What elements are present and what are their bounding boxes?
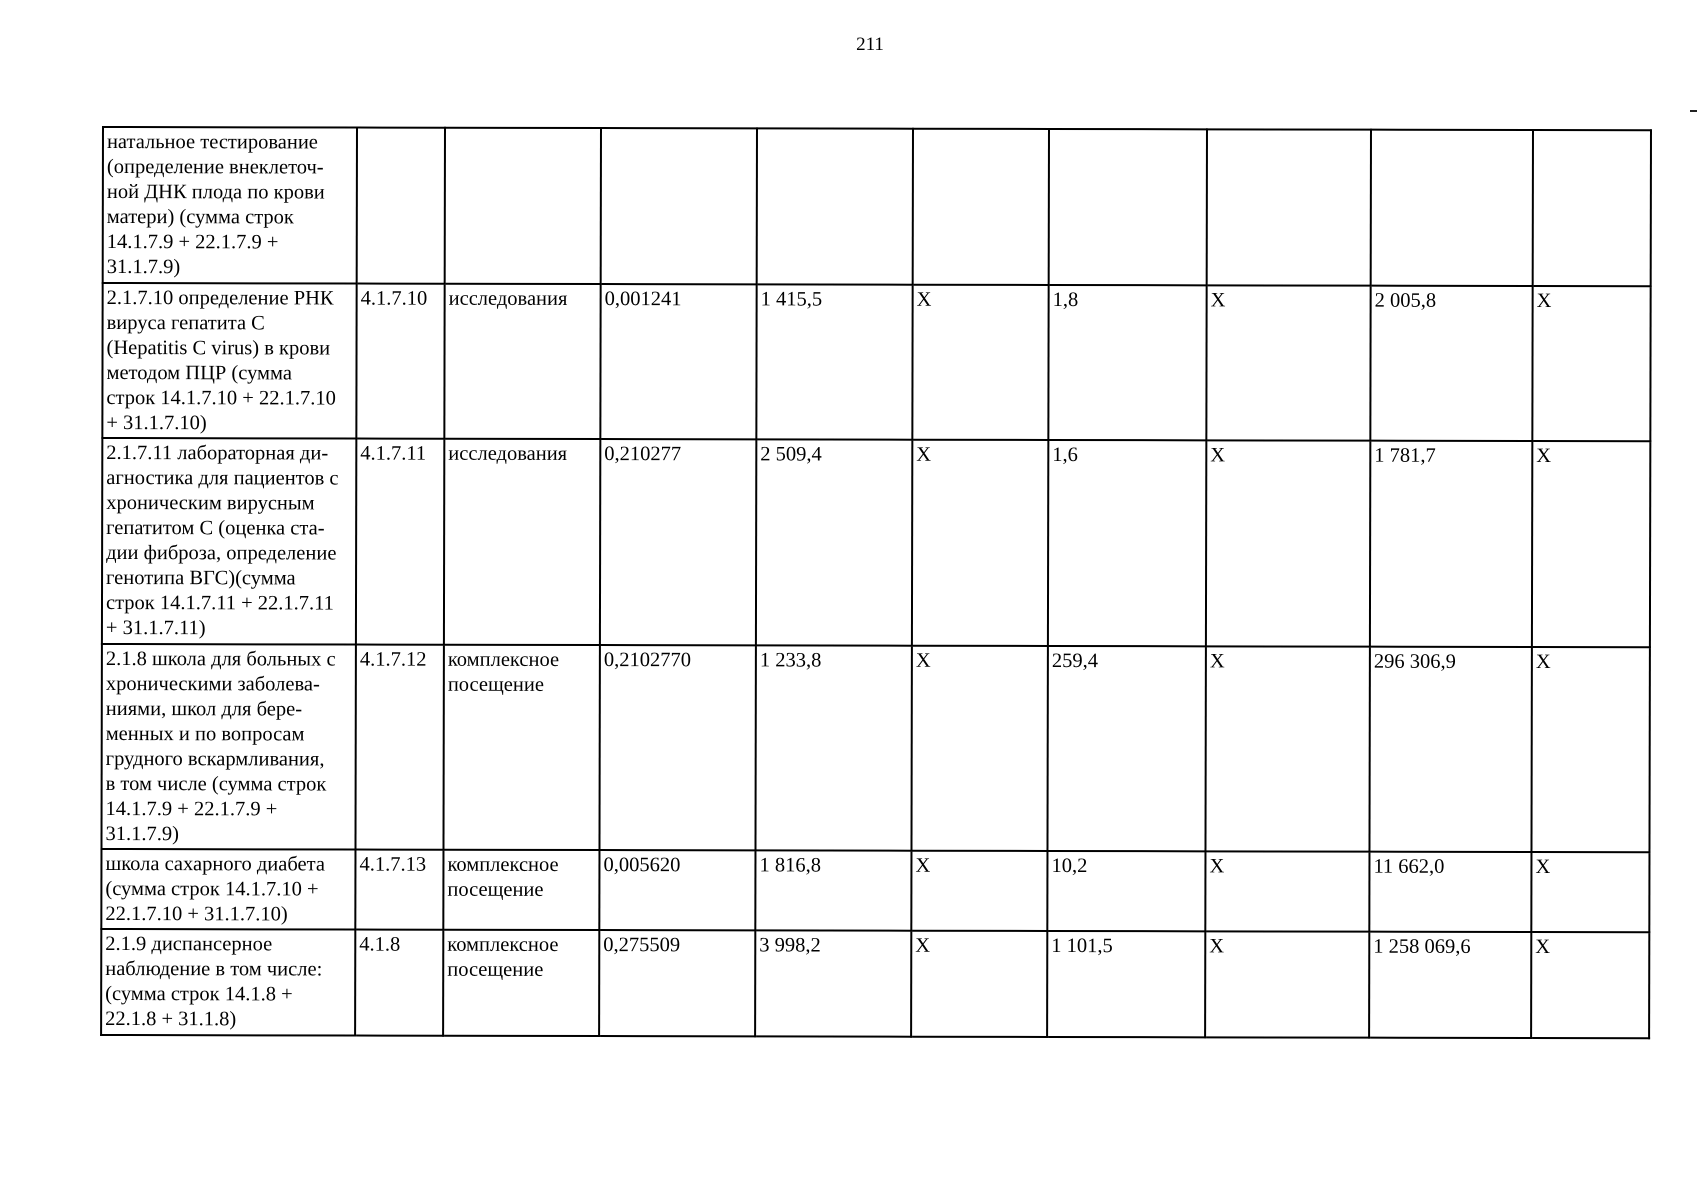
row-value-1: 1,6 — [1048, 440, 1206, 646]
row-mark-3: X — [1532, 286, 1650, 441]
row-code: 4.1.7.12 — [355, 645, 443, 850]
row-mark-3: X — [1531, 932, 1649, 1038]
page-number: 211 — [856, 34, 884, 55]
row-value-2: 1 781,7 — [1370, 441, 1532, 647]
row-value-1: 10,2 — [1047, 851, 1205, 931]
row-cost: 1 816,8 — [755, 850, 911, 930]
row-description: 2.1.8 школа для больных с хроническими заболева- ниями, школ для бере- менных и по вопросам грудного вскармливания, в том числе (сумма строк 14.1.7.9 + 22.1.7.9 + 31.1.7.9) — [101, 644, 355, 850]
row-value-2: 296 306,9 — [1369, 647, 1531, 852]
row-norm: 0,210277 — [600, 439, 756, 645]
row-mark-1 — [913, 129, 1049, 285]
row-description: натальное тестирование (определение внеклеточ- ной ДНК плода по крови матери) (сумма строк 14.1.7.9 + 22.1.7.9 + 31.1.7.9) — [103, 127, 357, 284]
row-norm — [601, 128, 757, 284]
row-description: 2.1.9 диспансерное наблюдение в том числе: (сумма строк 14.1.8 + 22.1.8 + 31.1.8) — [101, 929, 355, 1036]
row-value-1: 1,8 — [1048, 285, 1206, 440]
row-mark-3: X — [1532, 441, 1650, 647]
row-cost: 3 998,2 — [755, 930, 911, 1036]
row-mark-2: X — [1206, 440, 1370, 646]
row-mark-1: X — [911, 851, 1047, 931]
table-row — [102, 438, 1650, 647]
row-mark-2: X — [1205, 851, 1369, 931]
row-cost: 1 415,5 — [756, 284, 912, 439]
row-value-1: 1 101,5 — [1047, 931, 1205, 1037]
edge-mark — [1690, 110, 1697, 112]
row-cost: 1 233,8 — [755, 645, 911, 850]
row-mark-2 — [1207, 129, 1371, 285]
row-mark-2: X — [1205, 646, 1369, 851]
table-row — [101, 644, 1649, 852]
row-description: 2.1.7.10 определение РНК вируса гепатита С (Hepatitis C virus) в крови методом ПЦР (сумма строк 14.1.7.10 + 22.1.7.10 + 31.1.7.10) — [102, 283, 356, 439]
row-code — [357, 128, 445, 284]
row-mark-3: X — [1531, 647, 1649, 852]
row-norm: 0,001241 — [600, 284, 756, 439]
row-norm: 0,005620 — [599, 850, 755, 930]
row-cost — [757, 128, 913, 284]
row-unit: комплексное посещение — [443, 930, 599, 1036]
row-description: 2.1.7.11 лабораторная ди- агностика для пациентов с хроническим вирусным гепатитом С (оценка ста- дии фиброза, определение генотипа ВГС)(сумма строк 14.1.7.11 + 22.1.7.11 + 31.1.7.11) — [102, 438, 356, 645]
row-cost: 2 509,4 — [756, 439, 912, 645]
table-row — [101, 929, 1649, 1038]
row-norm: 0,2102770 — [599, 645, 755, 850]
row-code: 4.1.8 — [355, 930, 443, 1036]
row-code: 4.1.7.11 — [356, 439, 444, 645]
row-value-2 — [1371, 130, 1533, 286]
row-value-1: 259,4 — [1047, 646, 1205, 851]
row-unit: комплексное посещение — [443, 645, 599, 850]
row-mark-1: X — [911, 646, 1047, 851]
row-value-2: 1 258 069,6 — [1369, 932, 1531, 1038]
row-mark-2: X — [1205, 931, 1369, 1037]
row-mark-1: X — [912, 440, 1048, 646]
row-code: 4.1.7.13 — [355, 850, 443, 930]
row-code: 4.1.7.10 — [356, 284, 444, 439]
row-unit: исследования — [444, 439, 600, 645]
table-row — [103, 127, 1651, 286]
row-unit: исследования — [444, 284, 600, 439]
row-mark-3: X — [1531, 852, 1649, 932]
row-description: школа сахарного диабета (сумма строк 14.1.7.10 + 22.1.7.10 + 31.1.7.10) — [101, 849, 355, 930]
row-norm: 0,275509 — [599, 930, 755, 1036]
row-value-1 — [1049, 129, 1207, 285]
row-mark-2: X — [1206, 285, 1370, 440]
row-unit — [445, 128, 601, 284]
row-mark-1: X — [911, 931, 1047, 1037]
row-mark-1: X — [912, 285, 1048, 440]
table-body — [101, 127, 1651, 1038]
row-value-2: 11 662,0 — [1369, 852, 1531, 932]
row-mark-3 — [1533, 130, 1651, 286]
table-row — [101, 849, 1649, 932]
data-table — [100, 126, 1652, 1039]
row-unit: комплексное посещение — [443, 850, 599, 930]
row-value-2: 2 005,8 — [1370, 286, 1532, 441]
table-row — [102, 283, 1650, 441]
